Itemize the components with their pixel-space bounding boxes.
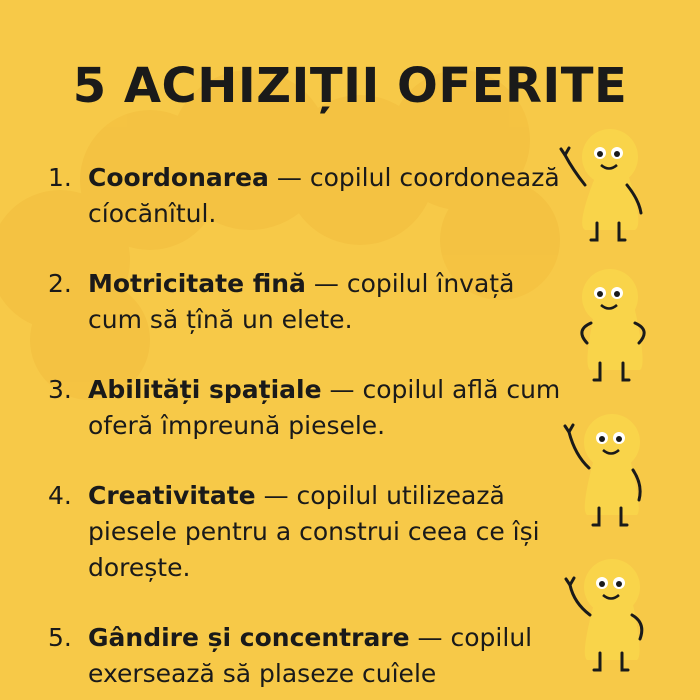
item-text: copilul exersează să plaseze cuîele: [88, 623, 533, 688]
item-separator: —: [305, 269, 347, 298]
item-heading: Motricitate fină: [88, 269, 306, 298]
item-text: copilul utilizează piesele pentru a construi ceea ce își dorește.: [88, 481, 540, 582]
item-number: 2.: [48, 269, 72, 298]
waving-figure-icon: [555, 125, 650, 250]
item-text: copilul învață cum să țînă un elete.: [88, 269, 515, 334]
item-number: 4.: [48, 481, 72, 510]
item-heading: Gândire și concentrare: [88, 623, 410, 652]
item-separator: —: [268, 163, 310, 192]
item-heading: Creativitate: [88, 481, 256, 510]
item-heading: Coordonarea: [88, 163, 269, 192]
item-heading: Abilități spațiale: [88, 375, 322, 404]
item-number: 5.: [48, 623, 72, 652]
item-number: 1.: [48, 163, 72, 192]
item-text: copilul află cum oferă împreună piesele.: [88, 375, 561, 440]
page-title: 5 ACHIZIȚII OFERITE: [72, 58, 628, 114]
item-number: 3.: [48, 375, 72, 404]
item-separator: —: [409, 623, 451, 652]
item-separator: —: [321, 375, 363, 404]
waving-figure-icon: [555, 410, 650, 535]
item-text: copilul coordonează cíocănîtul.: [88, 163, 560, 228]
hands-on-hips-figure-icon: [565, 265, 660, 390]
waving-figure-icon: [560, 555, 655, 680]
item-separator: —: [255, 481, 297, 510]
